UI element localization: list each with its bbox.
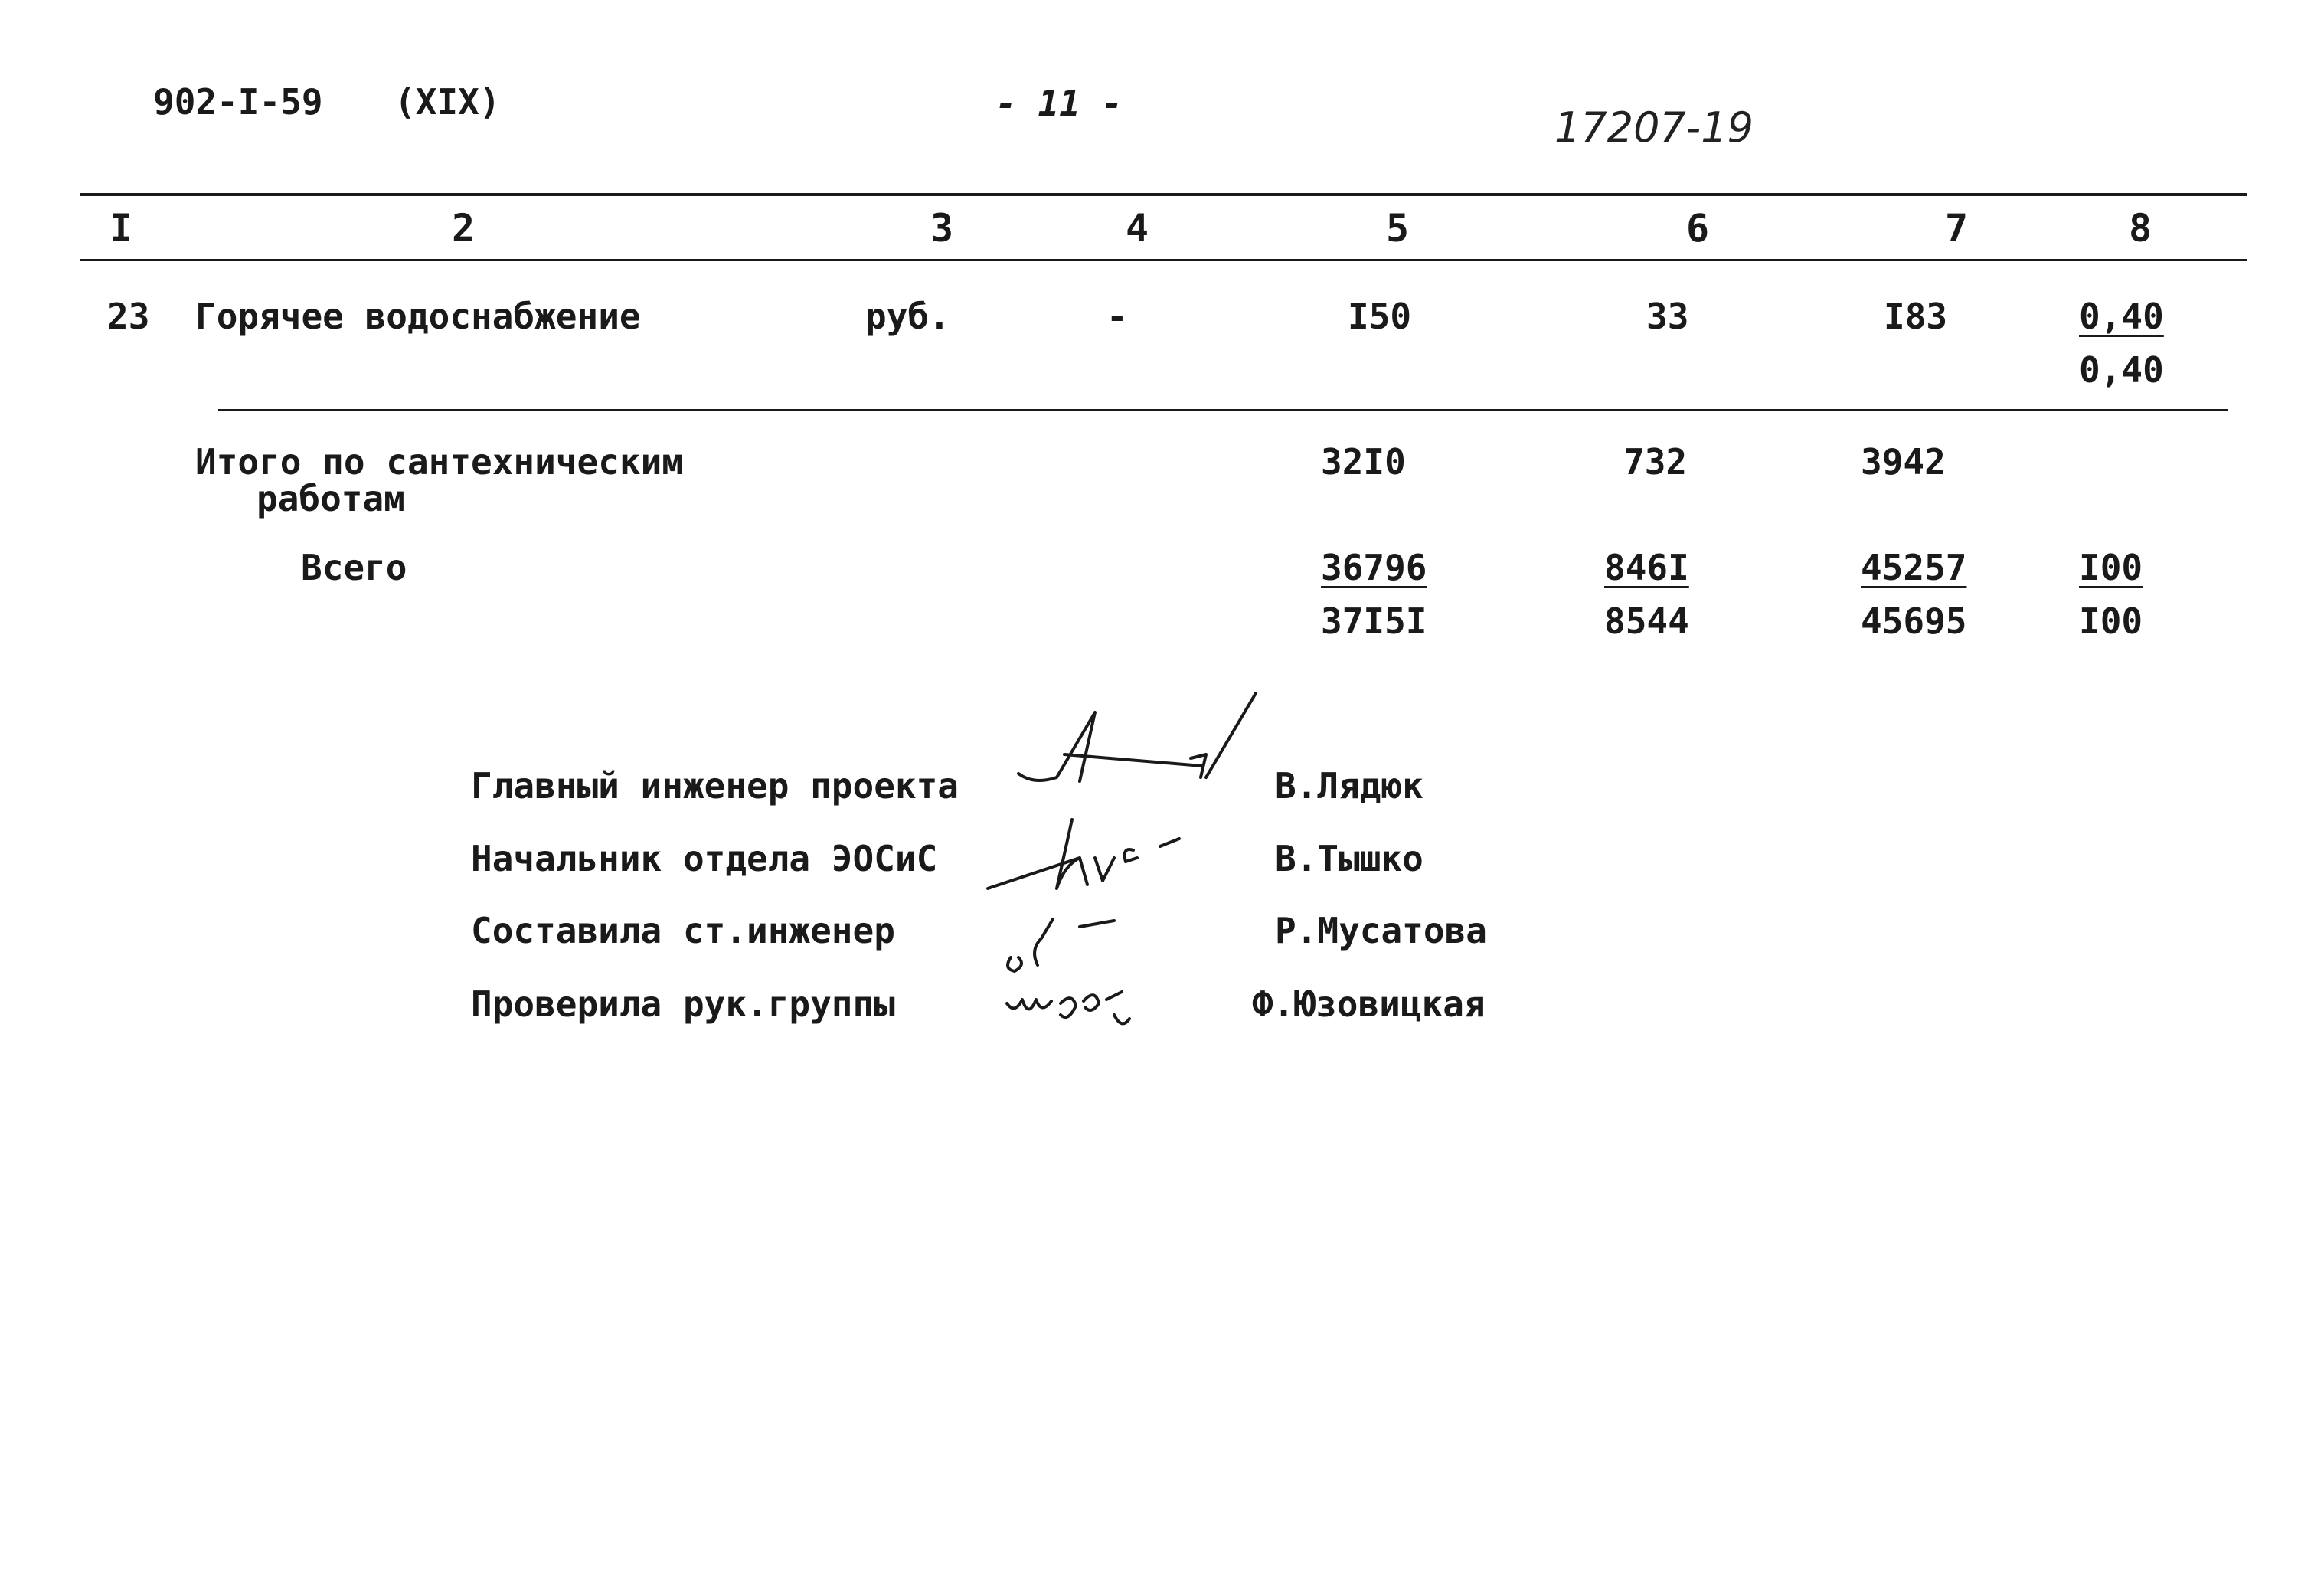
total-col7-bottom: 45695	[1861, 600, 1967, 642]
column-header-4: 4	[1126, 206, 1149, 250]
row-separator-rule	[218, 409, 2228, 411]
signature-role-3: Составила ст.инженер	[471, 910, 895, 951]
column-header-8: 8	[2129, 206, 2152, 250]
header-bottom-rule	[80, 259, 2247, 261]
row-col7: I83	[1884, 296, 1948, 337]
subtotal-col7: 3942	[1861, 441, 1946, 483]
column-header-1: I	[109, 206, 133, 250]
handwritten-ref: 17207-19	[1554, 103, 1754, 152]
subtotal-label-line2: работам	[257, 478, 405, 519]
handwritten-signature-4	[999, 969, 1152, 1038]
row-number: 23	[107, 296, 150, 337]
signature-name-2: В.Тышко	[1275, 838, 1423, 879]
signature-role-2: Начальник отдела ЭОСиС	[471, 838, 938, 879]
signature-role-1: Главный инженер проекта	[471, 765, 959, 807]
page-number: - 11 -	[995, 83, 1123, 124]
total-col5-top: 36796	[1321, 547, 1427, 588]
signature-name-4: Ф.Юзовицкая	[1252, 983, 1486, 1025]
handwritten-signature-2	[980, 804, 1240, 904]
signature-role-4: Проверила рук.группы	[471, 983, 895, 1025]
total-col8-top: I00	[2079, 547, 2143, 588]
doc-code: 902-I-59	[153, 81, 323, 123]
column-header-6: 6	[1686, 206, 1710, 250]
row-name: Горячее водоснабжение	[195, 296, 641, 337]
doc-part: (XIX)	[394, 81, 501, 123]
row-unit: руб.	[865, 296, 950, 337]
column-header-5: 5	[1386, 206, 1410, 250]
total-label: Всего	[301, 547, 407, 588]
column-header-2: 2	[452, 206, 476, 250]
table-top-rule	[80, 193, 2247, 196]
total-col7-top: 45257	[1861, 547, 1967, 588]
total-col8-bottom: I00	[2079, 600, 2143, 642]
total-col5-bottom: 37I5I	[1321, 600, 1427, 642]
subtotal-col5: 32I0	[1321, 441, 1406, 483]
row-col5: I50	[1348, 296, 1412, 337]
total-col6-bottom: 8544	[1604, 600, 1689, 642]
subtotal-col6: 732	[1623, 441, 1688, 483]
signature-name-3: Р.Мусатова	[1275, 910, 1487, 951]
column-header-7: 7	[1945, 206, 1969, 250]
row-col6: 33	[1646, 296, 1689, 337]
total-col6-top: 846I	[1604, 547, 1689, 588]
signature-name-1: В.Лядюк	[1275, 765, 1423, 807]
column-header-3: 3	[930, 206, 954, 250]
row-col8-top: 0,40	[2079, 296, 2164, 337]
row-col4: -	[1106, 296, 1128, 337]
subtotal-label-line1: Итого по сантехническим	[195, 441, 683, 483]
row-col8-bottom: 0,40	[2079, 349, 2164, 391]
handwritten-signature-1	[1011, 682, 1271, 804]
